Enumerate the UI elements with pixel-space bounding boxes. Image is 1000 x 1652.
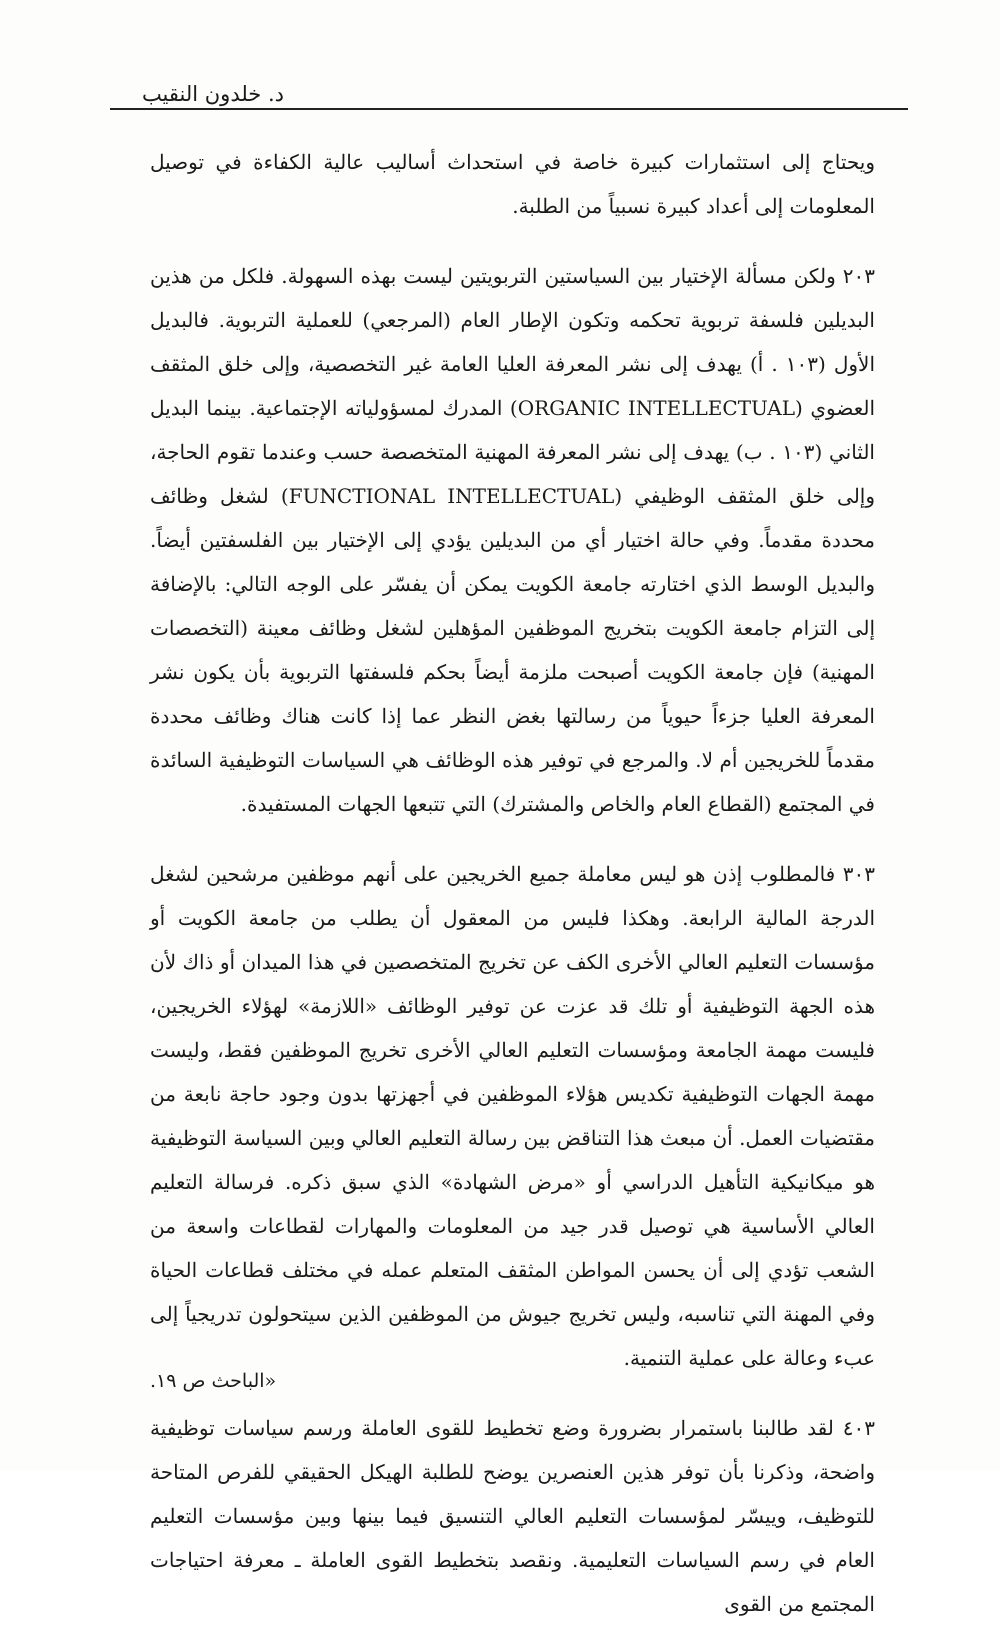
paragraph-403: ٤٠٣ لقد طالبنا باستمرار بضرورة وضع تخطيط للقوى العاملة ورسم سياسات توظيفية واضحة، وذكرنا بأن توفر هذين العنصرين يوضح للطلبة الهيكل الحقيقي للفرص المتاحة للتوظيف، وييسّر لمؤسسات التعليم العالي التنسيق فيما بينها وبين مؤسسات التعليم العام في رسم السياسات التعليمية. ونقصد بتخطيط القوى العاملة ـ معرفة احتياجات المجتمع من القوى xyxy=(150,1416,875,1616)
paragraph-intro: ويحتاج إلى استثمارات كبيرة خاصة في استحداث أساليب عالية الكفاءة في توصيل المعلومات إلى أعداد كبيرة نسبياً من الطلبة. xyxy=(150,150,875,218)
body-text xyxy=(150,140,875,1652)
header-author: د. خلدون النقيب xyxy=(141,82,284,106)
paragraph-203: ٢٠٣ ولكن مسألة الإختيار بين السياستين التربويتين ليست بهذه السهولة. فلكل من هذين البديلين فلسفة تربوية تحكمه وتكون الإطار العام (المرجعي) للعملية التربوية. فالبديل الأول (١٠٣ . أ) يهدف إلى نشر المعرفة العليا العامة غير التخصصية، وإلى خلق المثقف العضوي (ORGANIC INTELLECTUAL) المدرك لمسؤولياته الإجتماعية. بينما البديل الثاني (١٠٣ . ب) يهدف إلى نشر المعرفة المهنية المتخصصة حسب وعندما تقوم الحاجة، وإلى خلق المثقف الوظيفي (FUNCTIONAL INTELLECTUAL) لشغل وظائف محددة مقدماً. وفي حالة اختيار أي من البديلين يؤدي إلى الإختيار بين الفلسفتين أيضاً. والبديل الوسط الذي اختارته جامعة الكويت يمكن أن يفسّر على الوجه التالي: بالإضافة إلى التزام جامعة الكويت بتخريج الموظفين المؤهلين لشغل وظائف معينة (التخصصات المهنية) فإن جامعة الكويت أصبحت ملزمة أيضاً بحكم فلسفتها التربوية بأن يكون نشر المعرفة العليا جزءاً حيوياً من رسالتها بغض النظر عما إذا كانت هناك وظائف محددة مقدماً للخريجين أم لا. والمرجع في توفير هذه الوظائف هي السياسات التوظيفية السائدة في المجتمع (القطاع العام والخاص والمشترك) التي تتبعها الجهات المستفيدة. xyxy=(150,264,876,816)
running-header xyxy=(110,68,908,108)
paragraph-303: ٣٠٣ فالمطلوب إذن هو ليس معاملة جميع الخريجين على أنهم موظفين مرشحين لشغل الدرجة المالية الرابعة. وهكذا فليس من المعقول أن يطلب من جامعة الكويت أو مؤسسات التعليم العالي الأخرى الكف عن تخريج المتخصصين في هذا الميدان أو ذاك لأن هذه الجهة التوظيفية أو تلك قد عزت عن توفير الوظائف «اللازمة» لهؤلاء الخريجين، فليست مهمة الجامعة ومؤسسات التعليم العالي الأخرى تخريج الموظفين فقط، وليست مهمة الجهات التوظيفية تكديس هؤلاء الموظفين في أجهزتها بدون وجود حاجة نابعة من مقتضيات العمل. أن مبعث هذا التناقض بين رسالة التعليم العالي وبين السياسة التوظيفية هو ميكانيكية التأهيل الدراسي أو «مرض الشهادة» الذي سبق ذكره. فرسالة التعليم العالي الأساسية هي توصيل قدر جيد من المعلومات والمهارات لقطاعات واسعة من الشعب تؤدي إلى أن يحسن المواطن المثقف المتعلم عمله في مختلف قطاعات الحياة وفي المهنة التي تناسبه، وليس تخريج جيوش من الموظفين الذين سيتحولون تدريجياً إلى عبء وعالة على عملية التنمية. xyxy=(150,862,876,1370)
header-rule xyxy=(110,108,908,110)
footnote: «الباحث ص ١٩. xyxy=(150,1370,277,1392)
